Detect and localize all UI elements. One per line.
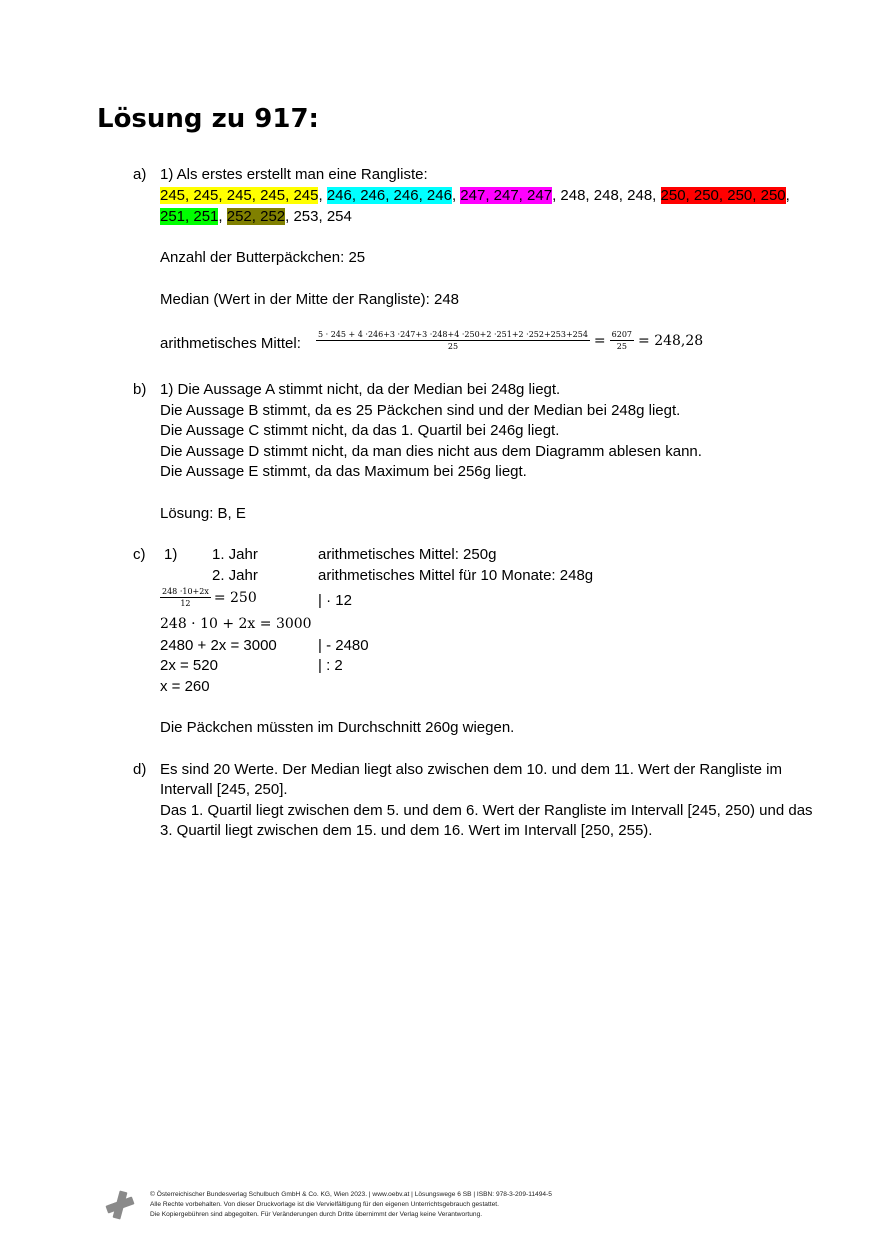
equation-1 (160, 586, 257, 609)
statement-line: Die Aussage D stimmt nicht, da man dies nicht aus dem Diagramm ablesen kann. (160, 443, 702, 460)
rank-group-246: 246, 246, 246, 246 (326, 187, 452, 204)
statement-line: Die Aussage B stimmt, da es 25 Päckchen sind und der Median bei 248g liegt. (160, 402, 681, 419)
mean-numerator-2: 6207 (611, 330, 633, 339)
year-2-text: arithmetisches Mittel für 10 Monate: 248g (318, 567, 594, 584)
mean-label: arithmetisches Mittel: (160, 335, 301, 352)
part-c-sub: 1) (164, 546, 178, 563)
conclusion-text: Die Päckchen müssten im Durchschnitt 260g wiegen. (160, 719, 515, 736)
mean-result: = 248,28 (638, 332, 704, 349)
eq1-denominator: 12 (180, 599, 191, 608)
rank-group-247: 247, 247, 247 (460, 187, 553, 204)
footer-copyright: © Österreichischer Bundesverlag Schulbuch GmbH & Co. KG, Wien 2023. | www.oebv.at | Lösungswege 6 SB | ISBN: 978-3-209-11494-5 (150, 1191, 552, 1198)
rank-group-251: 251, 251 (160, 208, 219, 225)
equation-5: x = 260 (160, 678, 210, 695)
median-text: Median (Wert in der Mitte der Rangliste): 248 (160, 291, 460, 308)
rank-group-248: 248, 248, 248 (560, 187, 653, 204)
year-1-text: arithmetisches Mittel: 250g (318, 546, 497, 563)
equation-4: 2x = 520 (160, 657, 218, 674)
statement-line: Die Aussage C stimmt nicht, da das 1. Quartil bei 246g liegt. (160, 422, 560, 439)
equation-3: 2480 + 2x = 3000 (160, 637, 277, 654)
eq1-operation: | · 12 (318, 592, 352, 609)
count-text: Anzahl der Butterpäckchen: 25 (160, 249, 366, 266)
part-a-intro: 1) Als erstes erstellt man eine Rangliste: (160, 166, 428, 183)
mean-numerator: 5 · 245 + 4 ·246+3 ·247+3 ·248+4 ·250+2 ·251+2 ·252+253+254 (318, 330, 588, 339)
statement-line: 1) Die Aussage A stimmt nicht, da der Median bei 248g liegt. (160, 381, 561, 398)
footer-disclaimer: Die Kopiergebühren sind abgegolten. Für Veränderungen durch Dritte übernimmt der Verlag keine Verantwortung. (150, 1211, 483, 1218)
rank-group-252: 252, 252 (226, 208, 286, 225)
year-1-label: 1. Jahr (212, 546, 258, 563)
part-a-label: a) (133, 166, 147, 183)
eq4-operation: | : 2 (318, 657, 343, 674)
rank-group-250: 250, 250, 250, 250 (660, 187, 786, 204)
mean-denominator-2: 25 (616, 342, 627, 351)
answer-line: Das 1. Quartil liegt zwischen dem 5. und dem 6. Wert der Rangliste im Intervall [245, 250) und das (160, 802, 813, 819)
rank-list-line-2: 251, 251, 252, 252, 253, 254 (160, 208, 352, 225)
solution-text: Lösung: B, E (160, 505, 246, 522)
year-2-label: 2. Jahr (212, 567, 258, 584)
page-title: Lösung zu 917: (97, 104, 319, 134)
equation-2: 248 · 10 + 2x = 3000 (160, 616, 312, 632)
eq1-numerator: 248 ·10+2x (162, 587, 209, 596)
oebv-asterisk-logo-icon (104, 1189, 136, 1221)
statement-line: Die Aussage E stimmt, da das Maximum bei 256g liegt. (160, 463, 527, 480)
eq3-operation: | - 2480 (318, 637, 369, 654)
mean-fraction (316, 329, 590, 352)
footer-rights: Alle Rechte vorbehalten. Von dieser Druckvorlage ist die Vervielfältigung für den eigenen Unterrichtsgebrauch gestattet. (150, 1201, 499, 1208)
part-c-label: c) (133, 546, 146, 563)
rank-list-line-1: 245, 245, 245, 245, 245, 246, 246, 246, 246, 247, 247, 247, 248, 248, 248, 250, 250, 250, 250, (160, 187, 790, 204)
eq1-fraction (160, 586, 211, 609)
eq1-rhs: = 250 (213, 589, 257, 606)
mean-fraction-2 (610, 329, 634, 352)
rank-rest: 253, 254 (293, 208, 352, 225)
part-d-label: d) (133, 761, 147, 778)
answer-line: Es sind 20 Werte. Der Median liegt also zwischen dem 10. und dem 11. Wert der Rangliste im (160, 761, 782, 778)
answer-line: 3. Quartil liegt zwischen dem 15. und dem 16. Wert im Intervall [250, 255). (160, 822, 653, 839)
mean-formula (316, 329, 703, 352)
rank-group-245: 245, 245, 245, 245, 245 (160, 187, 319, 204)
mean-denominator: 25 (447, 342, 459, 351)
mean-equals: = (593, 332, 606, 349)
answer-line: Intervall [245, 250]. (160, 781, 288, 798)
part-b-label: b) (133, 381, 147, 398)
